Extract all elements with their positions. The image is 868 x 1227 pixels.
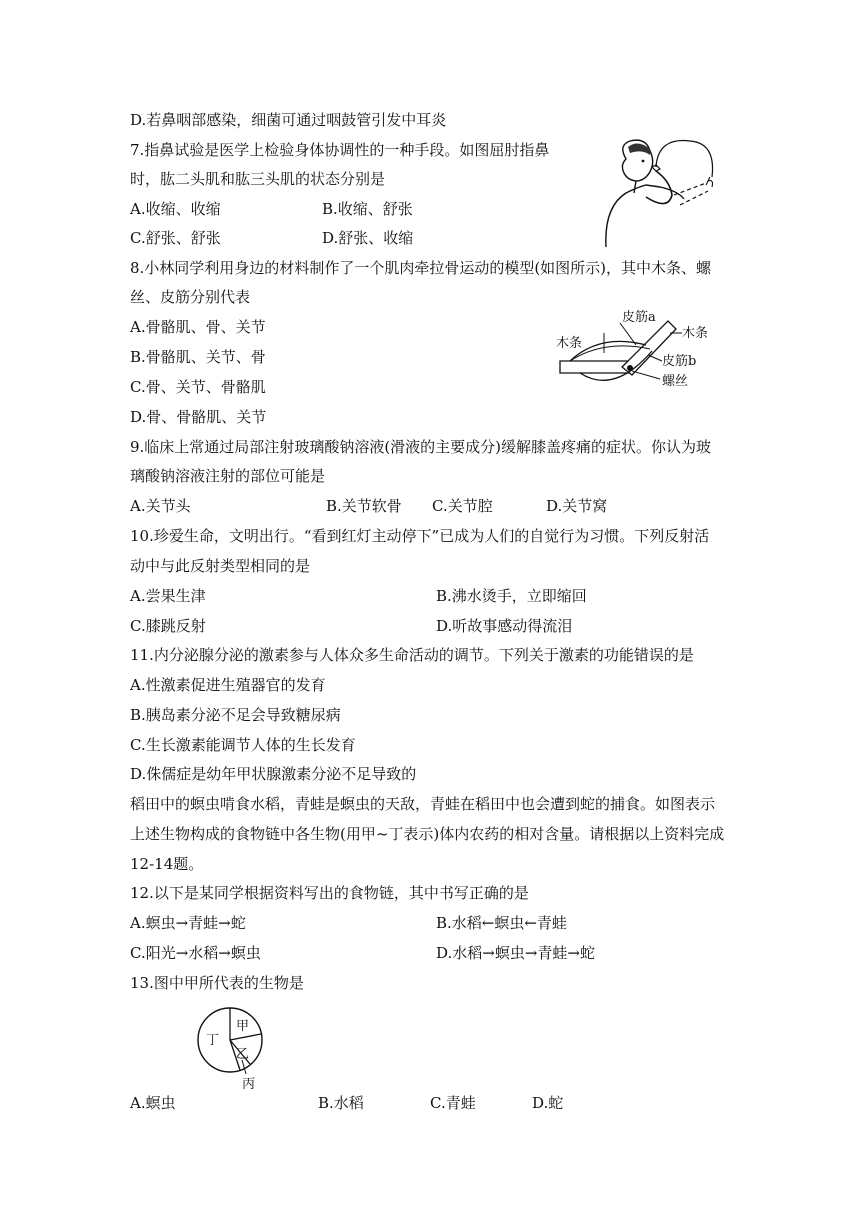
q9-stem-line1: 9.临床上常通过局部注射玻璃酸钠溶液(滑液的主要成分)缓解膝盖疼痛的症状。你认为玻 — [130, 438, 712, 456]
q12-option-a: A.螟虫→青蛙→蛇 — [130, 914, 246, 932]
q7-option-b: B.收缩、舒张 — [322, 200, 413, 218]
q11-option-b: B.胰岛素分泌不足会导致糖尿病 — [130, 706, 341, 724]
q11-option-a: A.性激素促进生殖器官的发育 — [130, 676, 326, 694]
q9-stem-line2: 璃酸钠溶液注射的部位可能是 — [130, 467, 326, 485]
q8-option-b: B.骨骼肌、关节、骨 — [130, 348, 266, 366]
q10-stem-line2: 动中与此反射类型相同的是 — [130, 557, 311, 575]
q10-option-d: D.听故事感动得流泪 — [436, 617, 573, 635]
q11-option-c: C.生长激素能调节人体的生长发育 — [130, 736, 356, 754]
q10-stem-line1: 10.珍爱生命，文明出行。“看到红灯主动停下”已成为人们的自觉行为习惯。下列反射活 — [130, 527, 710, 545]
finger-nose-figure — [598, 137, 728, 249]
fig8-label-band-a: 皮筋a — [622, 310, 656, 325]
q9-option-c: C.关节腔 — [432, 497, 493, 515]
fig8-label-wood-right: 木条 — [682, 326, 709, 341]
q10-option-c: C.膝跳反射 — [130, 617, 206, 635]
q6-option-d: D.若鼻咽部感染，细菌可通过咽鼓管引发中耳炎 — [130, 111, 447, 129]
q10-option-a: A.尝果生津 — [130, 587, 206, 605]
pie-label-yi: 乙 — [236, 1047, 250, 1062]
q13-option-d: D.蛇 — [532, 1094, 564, 1112]
q9-option-d: D.关节窝 — [546, 497, 608, 515]
q12-option-c: C.阳光→水稻→螟虫 — [130, 944, 261, 962]
q8-stem-line2: 丝、皮筋分别代表 — [130, 288, 251, 306]
q8-stem-line1: 8.小林同学利用身边的材料制作了一个肌肉牵拉骨运动的模型(如图所示)，其中木条、螺 — [130, 259, 712, 277]
q8-option-d: D.骨、骨骼肌、关节 — [130, 408, 267, 426]
q8-option-a: A.骨骼肌、骨、关节 — [130, 318, 266, 336]
material-line1: 稻田中的螟虫啃食水稻，青蛙是螟虫的天敌，青蛙在稻田中也会遭到蛇的捕食。如图表示 — [130, 795, 716, 813]
q7-option-d: D.舒张、收缩 — [322, 229, 414, 247]
q10-option-b: B.沸水烫手，立即缩回 — [436, 587, 587, 605]
material-line2: 上述生物构成的食物链中各生物(用甲~丁表示)体内农药的相对含量。请根据以上资料完成 — [130, 825, 725, 843]
q13-option-c: C.青蛙 — [430, 1094, 476, 1112]
pesticide-pie-figure — [190, 1002, 280, 1092]
q12-stem: 12.以下是某同学根据资料写出的食物链，其中书写正确的是 — [130, 884, 529, 902]
fig8-label-screw: 螺丝 — [662, 374, 689, 389]
q11-stem: 11.内分泌腺分泌的激素参与人体众多生命活动的调节。下列关于激素的功能错误的是 — [130, 646, 694, 664]
pie-label-ding: 丁 — [206, 1033, 220, 1048]
q9-option-a: A.关节头 — [130, 497, 191, 515]
material-line3: 12-14题。 — [130, 855, 204, 873]
q7-stem-line2: 时，肱二头肌和肱三头肌的状态分别是 — [130, 170, 386, 188]
q13-option-b: B.水稻 — [318, 1094, 364, 1112]
q12-option-d: D.水稻→螟虫→青蛙→蛇 — [436, 944, 595, 962]
q12-option-b: B.水稻←螟虫←青蛙 — [436, 914, 567, 932]
q7-option-a: A.收缩、收缩 — [130, 200, 221, 218]
q13-option-a: A.螟虫 — [130, 1094, 176, 1112]
q11-option-d: D.侏儒症是幼年甲状腺激素分泌不足导致的 — [130, 765, 417, 783]
q9-option-b: B.关节软骨 — [326, 497, 402, 515]
fig8-label-wood-left: 木条 — [556, 336, 583, 351]
q13-stem: 13.图中甲所代表的生物是 — [130, 974, 304, 992]
pie-label-jia: 甲 — [236, 1019, 250, 1034]
q7-option-c: C.舒张、舒张 — [130, 229, 221, 247]
muscle-model-figure — [550, 305, 730, 397]
fig8-label-band-b: 皮筋b — [662, 354, 697, 369]
q8-option-c: C.骨、关节、骨骼肌 — [130, 378, 266, 396]
q7-stem-line1: 7.指鼻试验是医学上检验身体协调性的一种手段。如图屈肘指鼻 — [130, 141, 550, 159]
pie-label-bing: 丙 — [242, 1077, 256, 1092]
